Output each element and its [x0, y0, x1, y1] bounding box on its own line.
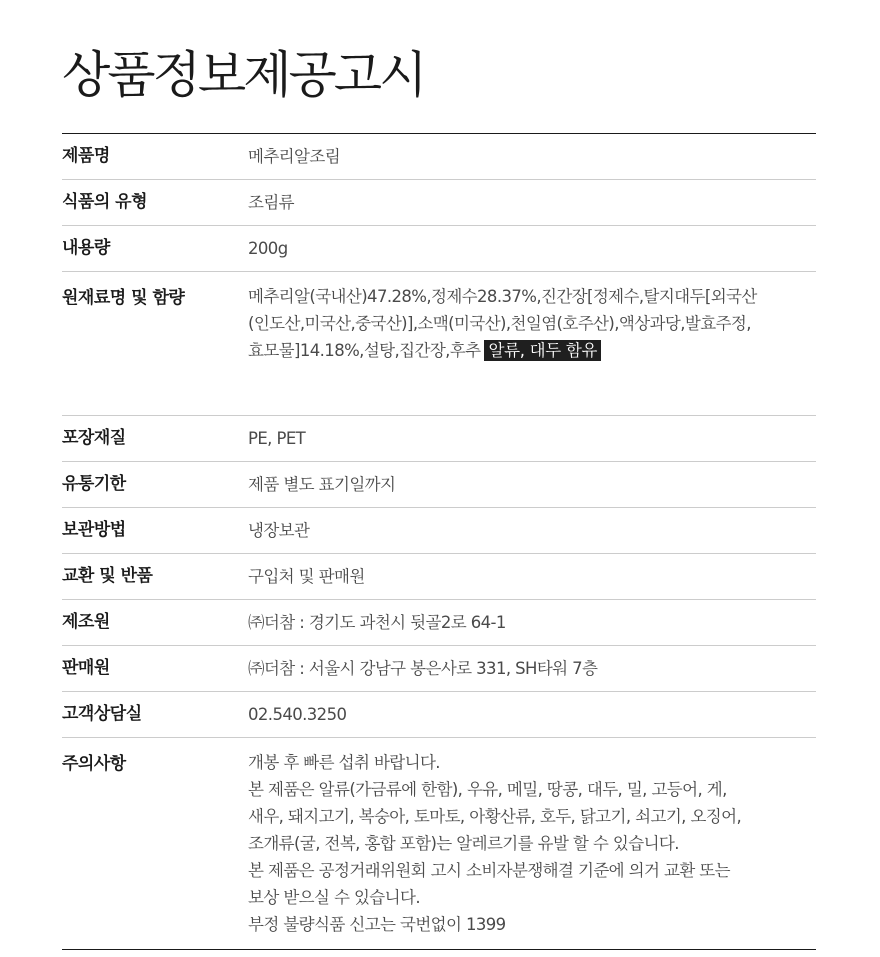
row-label: 원재료명 및 함량: [62, 288, 185, 308]
row-product-name: [62, 134, 816, 180]
row-expiry: [62, 462, 816, 508]
row-value: 200g: [248, 239, 288, 258]
caution-line: 부정 불량식품 신고는 국번없이 1399: [248, 915, 506, 934]
row-value: ㈜더참 : 경기도 과천시 뒷골2로 64-1: [248, 613, 506, 632]
row-value: ㈜더참 : 서울시 강남구 봉은사로 331, SH타워 7층: [248, 659, 598, 678]
row-label: 포장재질: [62, 428, 126, 448]
page-title: 상품정보제공고시: [62, 46, 425, 104]
product-info-table: [62, 133, 816, 950]
row-value: 냉장보관: [248, 521, 310, 540]
row-value: 조림류: [248, 193, 295, 212]
row-label: 판매원: [62, 658, 110, 678]
allergen-badge: 알류, 대두 함유: [484, 340, 601, 361]
row-label: 주의사항: [62, 754, 126, 774]
row-label: 유통기한: [62, 474, 126, 494]
caution-line: 새우, 돼지고기, 복숭아, 토마토, 아황산류, 호두, 닭고기, 쇠고기, 오징어,: [248, 807, 742, 826]
row-exchange: [62, 554, 816, 600]
row-ingredients: [62, 272, 816, 416]
ingredients-line-text: 효모물]14.18%,설탕,집간장,후추: [248, 341, 481, 360]
row-caution: [62, 738, 816, 950]
row-label: 내용량: [62, 238, 110, 258]
row-storage: [62, 508, 816, 554]
ingredients-line: (인도산,미국산,중국산)],소맥(미국산),천일염(호주산),액상과당,발효주정,: [248, 314, 751, 333]
row-label: 제품명: [62, 146, 110, 166]
row-value: 02.540.3250: [248, 705, 347, 724]
ingredients-line: 메추리알(국내산)47.28%,정제수28.37%,진간장[정제수,탈지대두[외국산: [248, 287, 757, 306]
caution-line: 본 제품은 알류(가금류에 한함), 우유, 메밀, 땅콩, 대두, 밀, 고등어, 게,: [248, 780, 727, 799]
row-manufacturer: [62, 600, 816, 646]
caution-line: 보상 받으실 수 있습니다.: [248, 888, 420, 907]
caution-line: 조개류(굴, 전복, 홍합 포함)는 알레르기를 유발 할 수 있습니다.: [248, 834, 679, 853]
caution-line: 개봉 후 빠른 섭취 바랍니다.: [248, 753, 440, 772]
row-label: 고객상담실: [62, 704, 142, 724]
row-seller: [62, 646, 816, 692]
row-value: 메추리알조림: [248, 147, 341, 166]
row-label: 보관방법: [62, 520, 126, 540]
caution-line: 본 제품은 공정거래위원회 고시 소비자분쟁해결 기준에 의거 교환 또는: [248, 861, 730, 880]
row-value: 제품 별도 표기일까지: [248, 475, 396, 494]
ingredients-line: [248, 337, 816, 364]
row-value: [248, 272, 816, 415]
row-food-type: [62, 180, 816, 226]
row-label: 교환 및 반품: [62, 566, 153, 586]
row-label: 식품의 유형: [62, 192, 148, 212]
row-value: [248, 738, 816, 949]
row-value: PE, PET: [248, 429, 306, 448]
row-volume: [62, 226, 816, 272]
row-customer-service: [62, 692, 816, 738]
row-packaging: [62, 416, 816, 462]
row-value: 구입처 및 판매원: [248, 567, 365, 586]
row-label: 제조원: [62, 612, 110, 632]
